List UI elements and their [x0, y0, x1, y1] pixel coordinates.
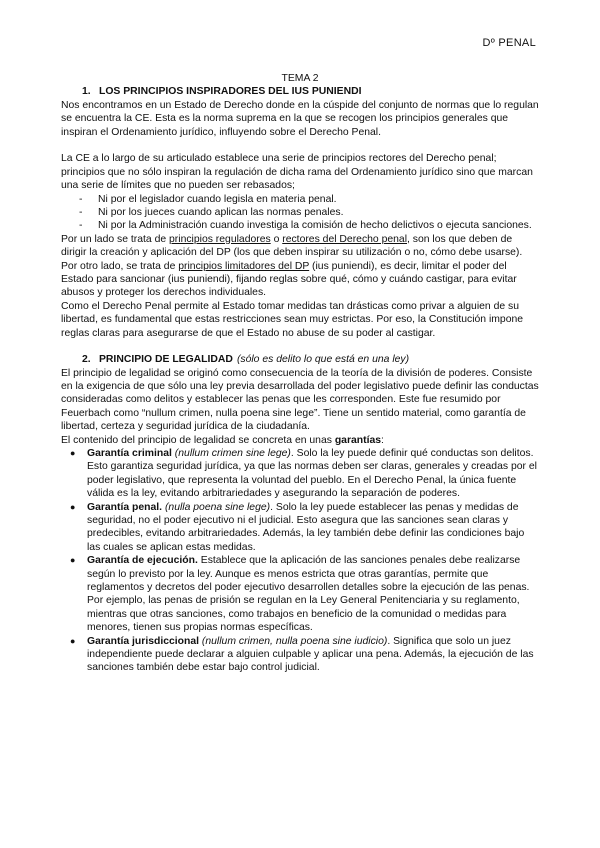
section-1-heading — [61, 85, 539, 98]
list-item-text: Ni por los jueces cuando aplican las normas penales. — [98, 207, 344, 219]
topic-title: TEMA 2 — [281, 73, 319, 84]
course-header: Dº PENAL — [482, 37, 536, 49]
list-item-text: Ni por la Administración cuando investiga la comisión de hecho delictivos o ejecuta sanciones. — [98, 220, 532, 232]
section-1-paragraph-3: Por un lado se trata de principios reguladores o rectores del Derecho penal, son los que deben de dirigir la creación y aplicación del DP (los que deben inspirar su utilización o no, cómo debe usarse). — [61, 233, 523, 259]
bullet-icon: ● — [70, 635, 76, 646]
list-item: - Ni por la Administración cuando investiga la comisión de hecho delictivos o ejecuta sanciones. — [79, 220, 532, 232]
guarantee-latin: (nullum crimen, nulla poena sine iudicio) — [199, 635, 388, 647]
list-item: - Ni por el legislador cuando legisla en materia penal. — [79, 193, 337, 205]
list-item-text: Ni por el legislador cuando legisla en materia penal. — [98, 193, 337, 205]
guarantee-latin: (nullum crimen sine lege) — [174, 447, 291, 459]
bullet-icon: ● — [70, 501, 76, 512]
section-2-heading — [61, 353, 539, 366]
section-1-number: 1. — [82, 86, 91, 98]
bullet-icon: ● — [70, 555, 76, 566]
section-2-subtitle: (sólo es delito lo que está en una ley) — [236, 354, 410, 366]
guarantee-text: Establece que la aplicación de las sanciones penales debe realizarse según lo previsto por la ley. Aunque es menos estricta que otras garantías, permite que reglamentos y decretos del poder ejecutivo desarrollen detalles sobre la ejecución de las penas. Por ejemplo, las penas de prisión se regulan en la Ley General Penitenciaria y su reglamento, mientras que otras sanciones, como trabajos en beneficio de la comunidad o medidas para menores, tienen sus propias normas específicas. — [87, 555, 530, 634]
guarantees-list — [61, 447, 539, 675]
list-item — [70, 554, 539, 634]
list-item — [70, 447, 539, 501]
bold-term: garantías — [334, 434, 382, 446]
underlined-term: rectores del Derecho penal — [282, 233, 408, 245]
section-1-paragraph-5: Como el Derecho Penal permite al Estado tomar medidas tan drásticas como privar a alguien de su libertad, es fundamental que estas restricciones sean muy estrictas. Por eso, la Constitución impone reglas claras para asegurarse de que el Estado no abuse de su poder al castigar. — [61, 300, 524, 339]
guarantee-latin: (nulla poena sine lege) — [162, 501, 271, 513]
guarantee-text: . Solo la ley puede definir qué conductas son delitos. Esto garantiza seguridad jurídica, ya que las normas deben ser claras, generales y creadas por el poder legislativo, que representa la voluntad del pueblo. En el Derecho Penal, la única fuente válida es la ley, evitando arbitrariedades y asegurando la separación de poderes. — [87, 447, 537, 500]
guarantee-text: . Solo la ley puede establecer las penas y medidas de seguridad, no el poder ejecutivo ni el judicial. Esto asegura que las sanciones sean claras y predecibles, evitando arbitrariedades. Además, la ley también debe definir las condiciones bajo las cuales se aplican estas medidas. — [87, 501, 525, 553]
guarantee-name: Garantía de ejecución. — [87, 555, 198, 567]
guarantee-name: Garantía criminal — [87, 447, 172, 459]
list-item — [70, 501, 539, 555]
section-1-title: LOS PRINCIPIOS INSPIRADORES DEL IUS PUNIENDI — [99, 86, 362, 98]
list-item: - Ni por los jueces cuando aplican las normas penales. — [79, 207, 344, 219]
guarantee-name: Garantía jurisdiccional — [87, 635, 200, 647]
guarantee-text: . Significa que solo un juez independiente puede declarar a alguien culpable y aplicar una pena. Además, la ejecución de las sanciones también debe estar bajo control judicial. — [87, 635, 534, 674]
section-2-number: 2. — [82, 354, 91, 366]
list-item — [70, 635, 539, 675]
section-2-title: PRINCIPIO DE LEGALIDAD — [99, 354, 233, 366]
document-body — [61, 72, 539, 675]
bullet-icon: ● — [70, 447, 76, 458]
guarantee-name: Garantía penal. — [87, 501, 163, 513]
limits-list — [61, 193, 539, 233]
section-1-paragraph-4: Por otro lado, se trata de principios limitadores del DP (ius puniendi), es decir, limitar el poder del Estado para sancionar (ius puniendi), fijando reglas sobre qué, cómo y cuándo castigar, para evitar abusos y proteger los derechos individuales. — [61, 260, 517, 299]
section-1-paragraph-2: La CE a lo largo de su articulado establece una serie de principios rectores del Derecho penal; principios que no sólo inspiran la regulación de dicha rama del Ordenamiento jurídico sino que marcan una serie de límites que no pueden ser rebasados; — [61, 153, 533, 192]
section-2-paragraph-1: El principio de legalidad se originó como consecuencia de la teoría de la división de poderes. Consiste en la exigencia de que sólo una ley previa desarrollada del poder legislativo puede definir las conductas consideradas como delitos y establecer las penas que les corresponden. Este fue resumido por Feuerbach como “nullum crimen, nulla poena sine lege”. Tiene un sentido material, como garantía de libertad, certeza y seguridad jurídica de la ciudadanía. — [61, 367, 539, 433]
underlined-term: principios limitadores del DP — [178, 260, 310, 272]
underlined-term: principios reguladores — [169, 233, 271, 245]
section-2-paragraph-2: El contenido del principio de legalidad se concreta en unas garantías: — [61, 434, 384, 446]
section-1-paragraph-1: Nos encontramos en un Estado de Derecho donde en la cúspide del conjunto de normas que lo regulan se encuentra la CE. Esta es la norma suprema en la que se recogen los principios generales que inspiran el Ordenamiento jurídico, influyendo sobre el Derecho Penal. — [61, 99, 539, 138]
